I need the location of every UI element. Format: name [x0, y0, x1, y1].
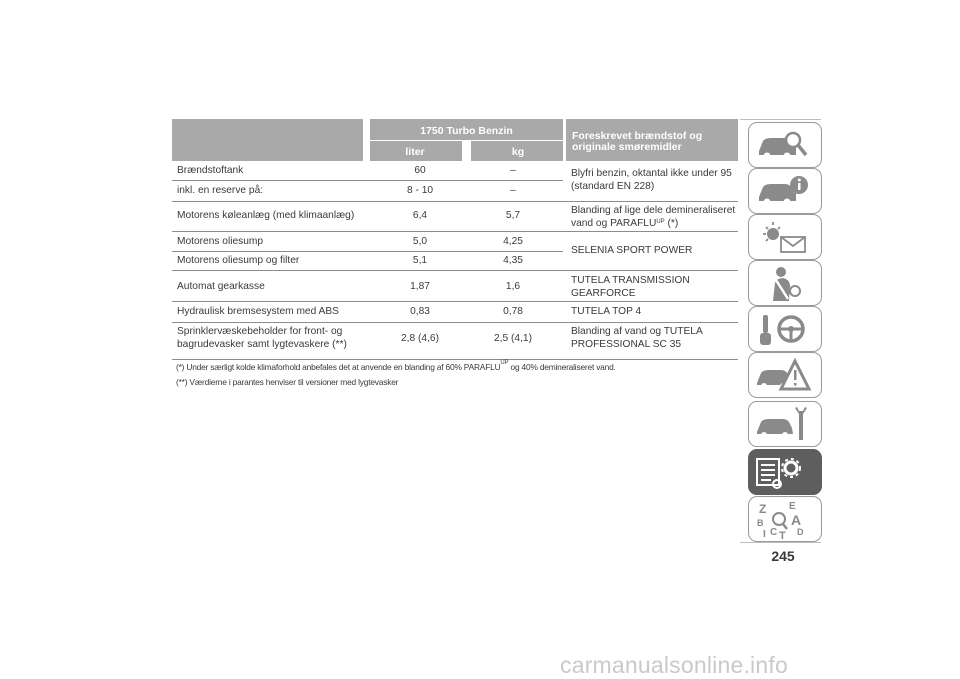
coolant-spec-line2: [571, 218, 737, 231]
row-liter-washer: 2,8 (4,6): [401, 333, 439, 344]
coolant-spec-line1: Blanding af lige dele demineraliseret: [571, 205, 736, 216]
coolant-spec: [571, 205, 737, 230]
key-steering-icon: [749, 307, 821, 351]
washer-spec-line2: PROFESSIONAL SC 35: [571, 338, 682, 350]
car-search-icon: [749, 123, 821, 167]
chapter-tab-index[interactable]: [748, 496, 822, 542]
chapter-tab-starting[interactable]: [748, 306, 822, 352]
svg-text:I: I: [763, 529, 766, 540]
row-label-cooling: Motorens køleanlæg (med klimaanlæg): [177, 210, 355, 221]
footnote-1: [176, 362, 616, 372]
svg-text:D: D: [797, 527, 804, 537]
row-divider: [172, 301, 738, 302]
rail-divider: [740, 542, 821, 543]
row-liter-auto-gearbox: 1,87: [410, 281, 430, 292]
svg-text:B: B: [757, 518, 764, 528]
table-bottom-rule: [172, 359, 738, 360]
light-mail-icon: [749, 215, 821, 259]
row-kg-washer: 2,5 (4,1): [494, 333, 532, 344]
row-liter-fuel-tank: 60: [414, 165, 426, 176]
watermark: carmanualsonline.info: [560, 652, 788, 678]
fuel-spec-line1: Blyfri benzin, oktantal ikke under 95: [571, 168, 732, 179]
row-liter-oil-filter: 5,1: [412, 255, 428, 266]
coolant-spec-line2-pre: vand og PARAFLU: [571, 217, 657, 229]
row-label-washer-line2: bagrudevasker samt lygtevaskere (**): [177, 338, 347, 350]
table-header-right: [566, 119, 738, 161]
coolant-spec-sup: UP: [656, 218, 665, 225]
footnote-2: (**) Værdierne i parantes henviser til versioner med lygtevasker: [176, 377, 399, 387]
fuel-spec-line2: (standard EN 228): [571, 180, 655, 192]
row-label-washer: [177, 326, 347, 351]
car-info-icon: [749, 169, 821, 213]
row-liter-oil-sump: 5,0: [412, 236, 428, 247]
row-liter-cooling: 6,4: [412, 210, 428, 221]
row-kg-cooling: 5,7: [505, 210, 521, 221]
col-header-liter: liter: [405, 146, 425, 158]
coolant-spec-line2-post: (*): [664, 217, 679, 229]
svg-text:Z: Z: [759, 502, 767, 516]
col-header-kg: kg: [511, 146, 525, 158]
washer-spec-line1: Blanding af vand og TUTELA: [571, 326, 703, 337]
row-liter-brake: 0,83: [410, 306, 430, 317]
list-gear-icon: [749, 450, 821, 494]
table-header-group: [370, 119, 563, 161]
row-kg-oil-sump: 4,25: [503, 236, 523, 247]
col-header-fluids-line1: Foreskrevet brændstof og: [572, 130, 703, 142]
row-label-brake: Hydraulisk bremsesystem med ABS: [177, 306, 339, 317]
rail-divider: [740, 119, 821, 120]
chapter-tab-car-info[interactable]: [748, 168, 822, 214]
row-label-auto-gearbox: Automat gearkasse: [177, 281, 265, 292]
svg-text:A: A: [791, 512, 802, 528]
chapter-tab-emergency[interactable]: [748, 352, 822, 398]
row-divider: [172, 231, 738, 232]
brake-spec: TUTELA TOP 4: [571, 306, 642, 317]
svg-text:C: C: [770, 527, 778, 538]
row-label-oil-filter: Motorens oliesump og filter: [177, 255, 300, 266]
row-liter-reserve: 8 - 10: [406, 185, 434, 196]
col-header-fluids: [572, 131, 702, 153]
row-divider: [172, 180, 563, 181]
row-divider: [172, 201, 738, 202]
footnote-1-post: og 40% demineraliseret vand.: [508, 362, 616, 372]
chapter-tab-technical-data[interactable]: [748, 449, 822, 495]
row-divider: [172, 270, 738, 271]
person-seatbelt-icon: [749, 261, 821, 305]
row-divider: [172, 322, 738, 323]
fuel-spec: [571, 168, 737, 193]
svg-text:E: E: [789, 501, 796, 512]
chapter-tab-maintenance[interactable]: [748, 401, 822, 447]
car-warning-icon: [749, 353, 821, 397]
chapter-tab-car-search[interactable]: [748, 122, 822, 168]
row-kg-reserve: –: [510, 185, 516, 196]
row-kg-auto-gearbox: 1,6: [505, 281, 521, 292]
row-kg-oil-filter: 4,35: [503, 255, 523, 266]
row-label-washer-line1: Sprinklervæskebeholder for front- og: [177, 326, 343, 337]
page-number: 245: [771, 548, 795, 564]
row-kg-brake: 0,78: [503, 306, 523, 317]
table-header-blank: [172, 119, 363, 161]
svg-text:T: T: [779, 530, 786, 541]
col-header-fluids-line2: originale smøremidler: [572, 141, 682, 153]
group-header-title: 1750 Turbo Benzin: [420, 125, 513, 137]
row-label-oil-sump: Motorens oliesump: [177, 236, 264, 247]
alphabet-search-icon: [749, 497, 821, 541]
footnote-1-pre: (*) Under særligt kolde klimaforhold anbefales det at anvende en blanding af 60% PARAFLU: [176, 362, 501, 372]
header-gap: [462, 141, 471, 161]
transmission-spec: [571, 275, 737, 300]
car-wrench-icon: [749, 402, 821, 446]
transmission-spec-line1: TUTELA TRANSMISSION: [571, 275, 690, 286]
row-label-reserve: inkl. en reserve på:: [177, 185, 264, 196]
chapter-tab-light-mail[interactable]: [748, 214, 822, 260]
footnote-1-sup: UP: [500, 360, 509, 366]
row-label-fuel-tank: Brændstoftank: [177, 165, 244, 176]
row-kg-fuel-tank: –: [510, 165, 516, 176]
chapter-tab-safety[interactable]: [748, 260, 822, 306]
oil-spec: SELENIA SPORT POWER: [571, 245, 693, 256]
row-divider: [172, 251, 563, 252]
transmission-spec-line2: GEARFORCE: [571, 287, 636, 299]
washer-spec: [571, 326, 737, 351]
